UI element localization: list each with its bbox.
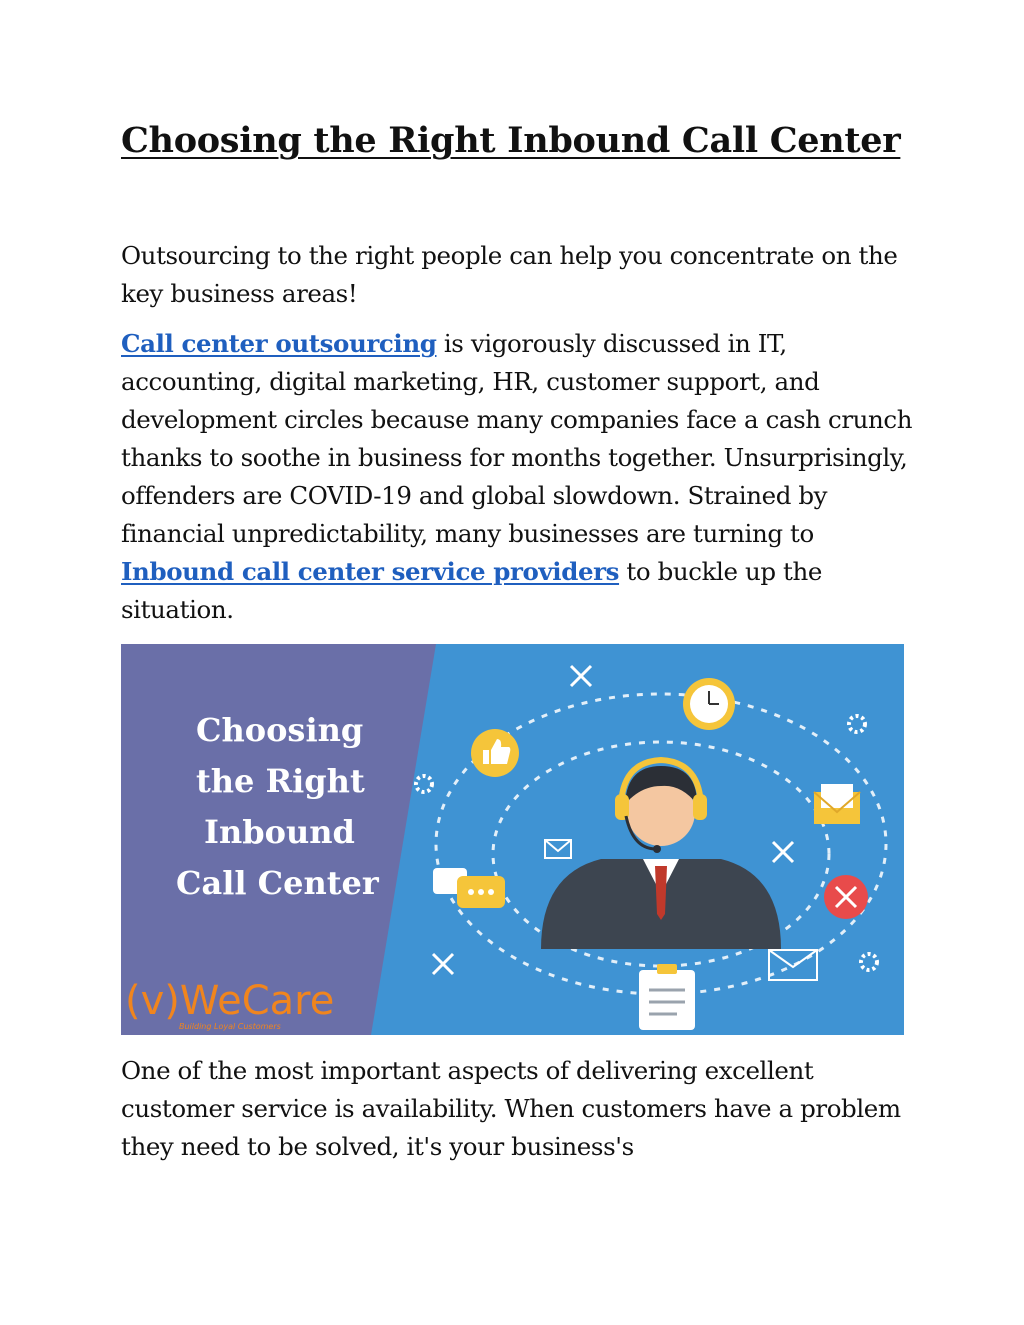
clock-icon <box>683 678 735 730</box>
page-title: Choosing the Right Inbound Call Center <box>121 120 901 161</box>
tools-icon <box>824 875 868 919</box>
banner-heading-line1: Choosing <box>196 711 364 749</box>
body-text-part1: is vigorously discussed in IT, accounting, digital marketing, HR, customer support, and development circles because many companies face a cash crunch thanks to soothe in business for months together. Unsurprisingly, offenders are COVID-19 and global slowdown. Strained by financial unpredictability, many businesses are turning to <box>121 329 913 548</box>
wecare-tagline: Building Loyal Customers <box>179 1022 281 1031</box>
call-center-outsourcing-link[interactable]: Call center outsourcing <box>121 329 437 358</box>
intro-paragraph: Outsourcing to the right people can help you concentrate on the key business areas! <box>121 241 898 308</box>
banner-heading-line3: Inbound <box>204 813 355 851</box>
clipboard-icon <box>639 964 695 1030</box>
call-center-banner-image <box>121 644 904 1035</box>
banner-heading-line2: the Right <box>196 762 365 800</box>
availability-paragraph: One of the most important aspects of delivering excellent customer service is availability. When customers have a problem they need to be solved, it's your business's <box>121 1056 901 1161</box>
thumbs-up-icon <box>471 729 519 777</box>
banner-heading-line4: Call Center <box>176 864 379 902</box>
inbound-call-center-link[interactable]: Inbound call center service providers <box>121 557 620 586</box>
body-text-part2: to buckle up the situation. <box>121 557 822 624</box>
wecare-logo: (v)WeCare <box>125 978 335 1024</box>
body-paragraph <box>121 325 921 629</box>
